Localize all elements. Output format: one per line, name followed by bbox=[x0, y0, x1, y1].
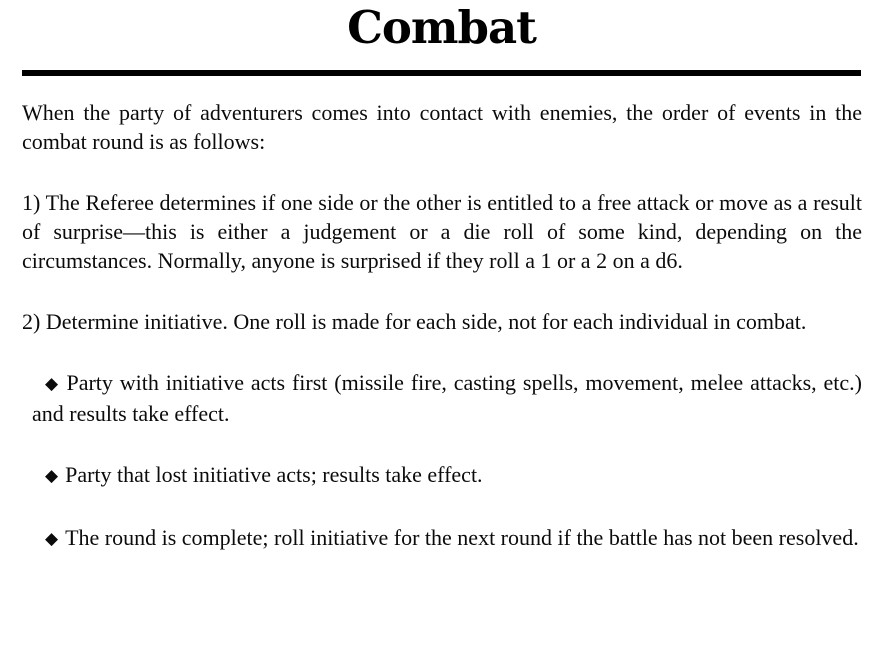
diamond-bullet-icon: ◆ bbox=[45, 466, 59, 485]
bullet-item bbox=[32, 460, 862, 491]
bullet-item bbox=[32, 368, 862, 428]
intro-paragraph: When the party of adventurers comes into contact with enemies, the order of events in the combat round is as follows: bbox=[22, 100, 862, 154]
bullet-item bbox=[32, 523, 862, 554]
page-title: Combat bbox=[347, 1, 536, 54]
step-1-paragraph: 1) The Referee determines if one side or the other is entitled to a free attack or move as a result of surprise—this is either a judgement or a die roll of some kind, depending on the circumstances. Normally, anyone is surprised if they roll a 1 or a 2 on a d6. bbox=[22, 190, 862, 273]
bullet-text: Party with initiative acts first (missile fire, casting spells, movement, melee attacks, etc.) and results take effect. bbox=[32, 370, 863, 426]
page-header bbox=[0, 0, 881, 76]
document-body bbox=[0, 76, 881, 554]
diamond-bullet-icon: ◆ bbox=[45, 374, 60, 393]
step-2-paragraph: 2) Determine initiative. One roll is made for each side, not for each individual in combat. bbox=[22, 309, 807, 334]
bullet-text: Party that lost initiative acts; results take effect. bbox=[65, 462, 483, 487]
bullet-text: The round is complete; roll initiative for the next round if the battle has not been resolved. bbox=[65, 525, 859, 550]
diamond-bullet-icon: ◆ bbox=[45, 529, 59, 548]
